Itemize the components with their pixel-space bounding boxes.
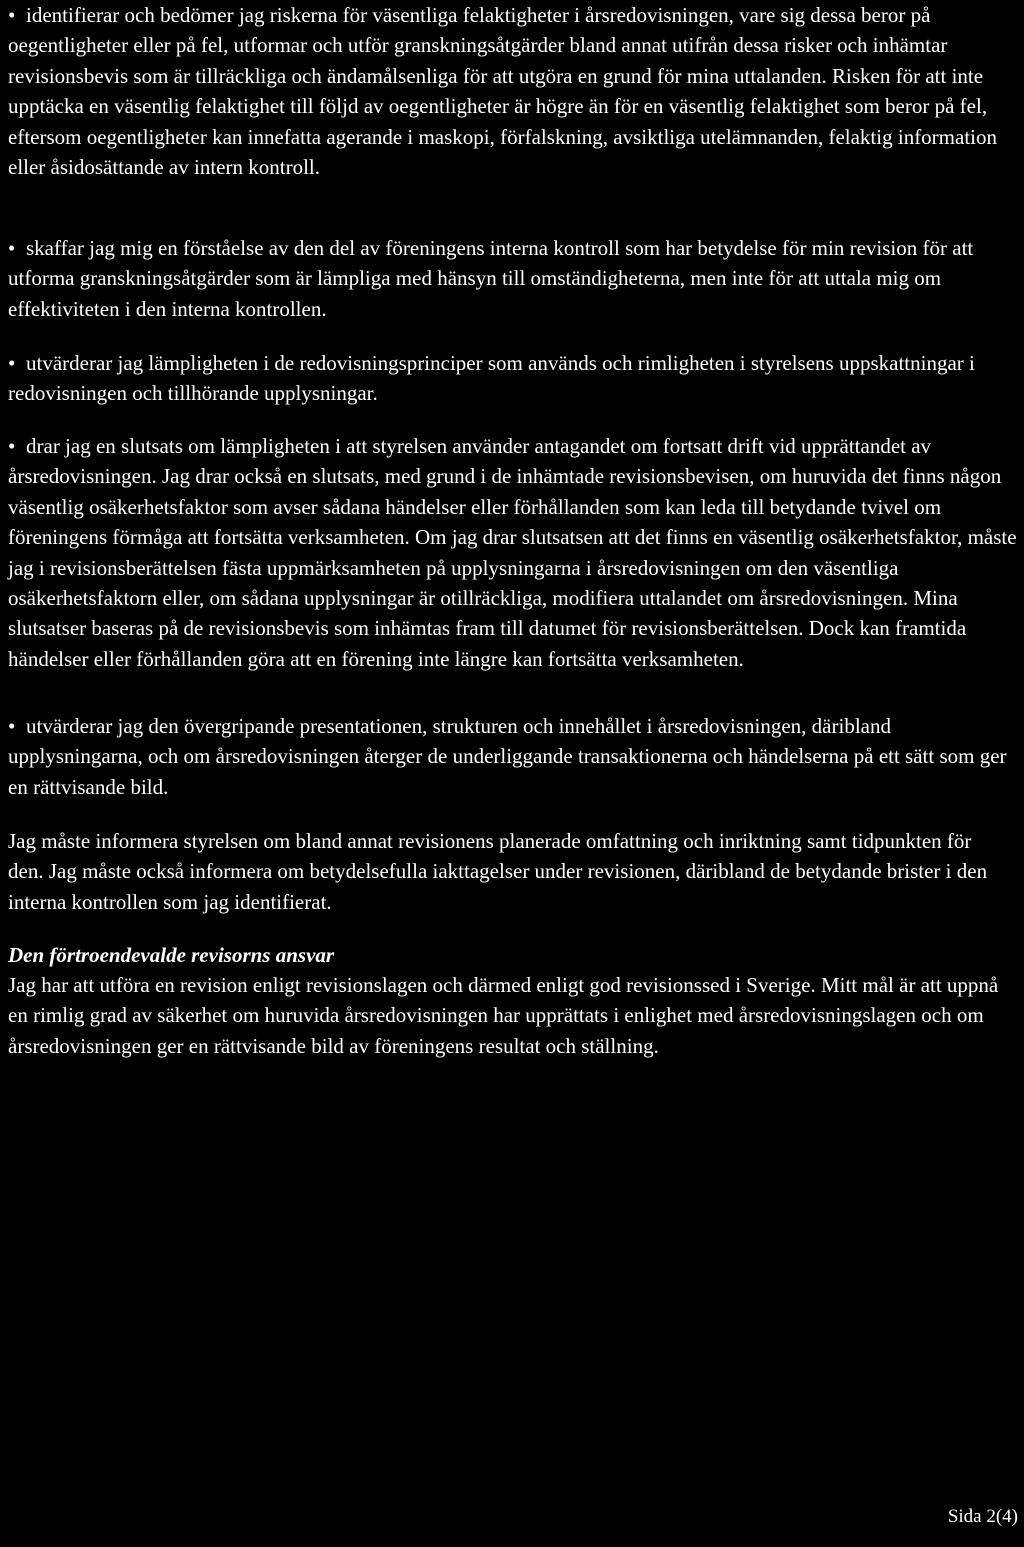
communication-paragraph: Jag måste informera styrelsen om bland annat revisionens planerade omfattning och inriktning samt tidpunkten för den. Jag måste också informera om betydelsefulla iakttagelser under revisionen, däribland de betydande brister i den interna kontrollen som jag identifierat. [8, 829, 988, 914]
bullet-text: drar jag en slutsats om lämpligheten i att styrelsen använder antagandet om fortsatt drift vid upprättandet av årsredovisningen. Jag drar också en slutsats, med grund i de inhämtade revisionsbevisen, om huruvida det finns någon väsentlig osäkerhetsfaktor som avser sådana händelser eller förhållanden som kan leda till betydande tvivel om föreningens förmåga att fortsätta verksamheten. Om jag drar slutsatsen att det finns en väsentlig osäkerhetsfaktor, måste jag i revisionsberättelsen fästa uppmärksamheten på upplysningarna i årsredovisningen om den väsentliga osäkerhetsfaktorn eller, om sådana upplysningar är otillräckliga, modifiera uttalandet om årsredovisningen. Mina slutsatser baseras på de revisionsbevis som inhämtas fram till datumet för revisionsberättelsen. Dock kan framtida händelser eller förhållanden göra att en förening inte längre kan fortsätta verksamheten. [8, 434, 1017, 671]
bullet-text: utvärderar jag den övergripande presentationen, strukturen och innehållet i årsredovisningen, däribland upplysningarna, och om årsredovisningen återger de underliggande transaktionerna och händelserna på ett sätt som ger en rättvisande bild. [8, 714, 1007, 799]
page-number: Sida 2(4) [947, 1506, 1018, 1527]
bullet-marker: • [8, 3, 16, 27]
bullet-marker: • [8, 351, 16, 375]
bullet-internal-control [8, 233, 1008, 324]
section-heading: Den förtroendevalde revisorns ansvar [8, 943, 335, 967]
bullet-overall-presentation [8, 711, 1008, 802]
bullet-text: skaffar jag mig en förståelse av den del av föreningens interna kontroll som har betydelse för min revision för att utforma granskningsåtgärder som är lämpliga med hänsyn till omständigheterna, men inte för att uttala mig om effektiviteten i den interna kontrollen. [8, 236, 974, 321]
bullet-marker: • [8, 714, 16, 738]
bullet-marker: • [8, 434, 16, 458]
bullet-accounting-principles [8, 348, 1008, 409]
section-text: Jag har att utföra en revision enligt revisionslagen och därmed enligt god revisionssed i Sverige. Mitt mål är att uppnå en rimlig grad av säkerhet om huruvida årsredovisningen har upprättats i enlighet med årsredovisningslagen och om årsredovisningen ger en rättvisande bild av föreningens resultat och ställning. [8, 973, 999, 1058]
bullet-text: identifierar och bedömer jag riskerna för väsentliga felaktigheter i årsredovisningen, vare sig dessa beror på oegentligheter eller på fel, utformar och utför granskningsåtgärder bland annat utifrån dessa risker och inhämtar revisionsbevis som är tillräckliga och ändamålsenliga för att utgöra en grund för mina uttalanden. Risken för att inte upptäcka en väsentlig felaktighet till följd av oegentligheter är högre än för en väsentlig felaktighet som beror på fel, eftersom oegentligheter kan innefatta agerande i maskopi, förfalskning, avsiktliga utelämnanden, felaktig information eller åsidosättande av intern kontroll. [8, 3, 997, 180]
bullet-text: utvärderar jag lämpligheten i de redovisningsprinciper som används och rimligheten i styrelsens uppskattningar i redovisningen och tillhörande upplysningar. [8, 351, 975, 406]
bullet-risk-assessment [8, 0, 1020, 182]
bullet-going-concern [8, 431, 1020, 674]
bullet-marker: • [8, 236, 16, 260]
